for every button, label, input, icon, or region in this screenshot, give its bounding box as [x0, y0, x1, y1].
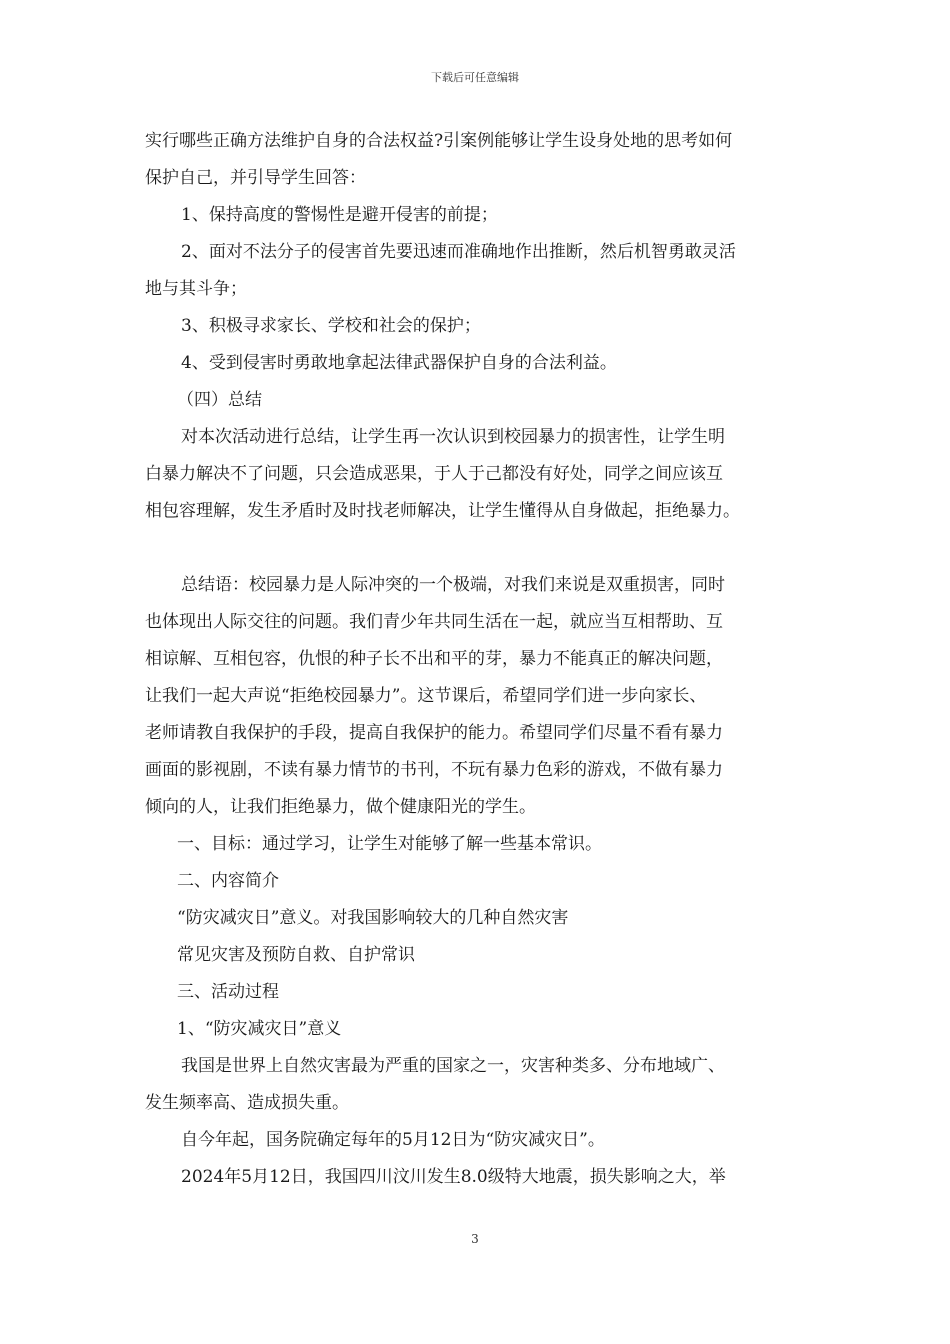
page-number: 3	[471, 1232, 479, 1246]
paragraph-line: 画面的影视剧，不读有暴力情节的书刊，不玩有暴力色彩的游戏，不做有暴力	[145, 760, 723, 780]
list-item: 2、面对不法分子的侵害首先要迅速而准确地作出推断，然后机智勇敢灵活	[181, 242, 736, 262]
document-body	[145, 126, 815, 1199]
paragraph-line: 实行哪些正确方法维护自身的合法权益?引案例能够让学生设身处地的思考如何	[145, 131, 733, 151]
section-heading: 三、活动过程	[177, 982, 279, 1002]
section-heading: 一、目标：通过学习，让学生对能够了解一些基本常识。	[177, 834, 602, 854]
paragraph-line: 对本次活动进行总结，让学生再一次认识到校园暴力的损害性，让学生明	[181, 427, 725, 447]
paragraph-line: 倾向的人，让我们拒绝暴力，做个健康阳光的学生。	[145, 797, 536, 817]
section-heading: 二、内容简介	[177, 871, 279, 891]
paragraph-line: 保护自己，并引导学生回答：	[145, 168, 366, 188]
paragraph-line: 发生频率高、造成损失重。	[145, 1093, 349, 1113]
paragraph-line: 相谅解、互相包容，仇恨的种子长不出和平的芽，暴力不能真正的解决问题，	[145, 649, 723, 669]
paragraph-line: “防灾减灾日”意义。对我国影响较大的几种自然灾害	[177, 908, 569, 928]
paragraph-line: 常见灾害及预防自救、自护常识	[177, 945, 415, 965]
paragraph-line: 总结语：校园暴力是人际冲突的一个极端，对我们来说是双重损害，同时	[181, 575, 725, 595]
paragraph-line: 2024年5月12日，我国四川汶川发生8.0级特大地震，损失影响之大，举	[181, 1167, 726, 1187]
paragraph-line: 也体现出人际交往的问题。我们青少年共同生活在一起，就应当互相帮助、互	[145, 612, 723, 632]
paragraph-line: 相包容理解，发生矛盾时及时找老师解决，让学生懂得从自身做起，拒绝暴力。	[145, 501, 740, 521]
paragraph-line: 白暴力解决不了问题，只会造成恶果，于人于己都没有好处，同学之间应该互	[145, 464, 723, 484]
list-item: 1、保持高度的警惕性是避开侵害的前提；	[181, 205, 498, 225]
list-item: 4、受到侵害时勇敢地拿起法律武器保护自身的合法利益。	[181, 353, 617, 373]
paragraph-line: 自今年起，国务院确定每年的5月12日为“防灾减灾日”。	[181, 1130, 605, 1150]
list-item: 3、积极寻求家长、学校和社会的保护；	[181, 316, 481, 336]
paragraph-line: 我国是世界上自然灾害最为严重的国家之一，灾害种类多、分布地域广、	[181, 1056, 725, 1076]
paragraph-line: 让我们一起大声说“拒绝校园暴力”。这节课后，希望同学们进一步向家长、	[145, 686, 707, 706]
paragraph-line: 地与其斗争；	[145, 279, 247, 299]
paragraph-line: 老师请教自我保护的手段，提高自我保护的能力。希望同学们尽量不看有暴力	[145, 723, 723, 743]
page-header: 下载后可任意编辑	[431, 71, 519, 84]
blank-line	[145, 533, 815, 570]
section-heading: 1、“防灾减灾日”意义	[177, 1019, 342, 1039]
section-heading: （四）总结	[177, 390, 262, 410]
